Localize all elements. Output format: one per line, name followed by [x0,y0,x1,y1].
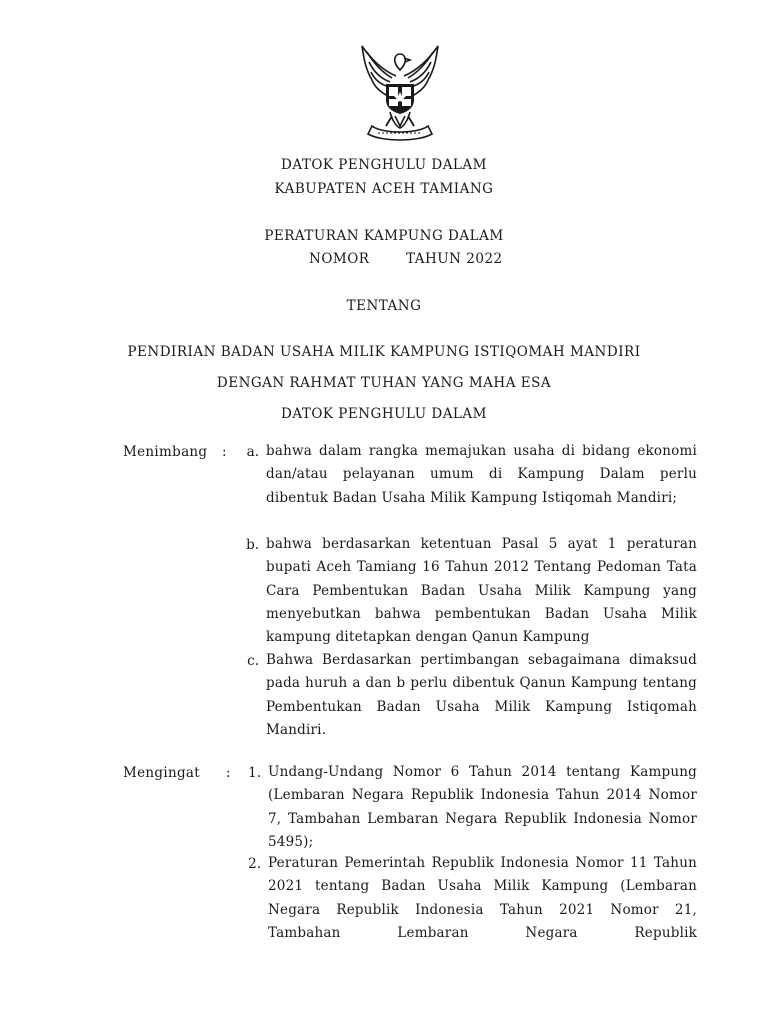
menimbang-mark-a: a. [246,444,259,460]
menimbang-mark-c: c. [247,653,259,669]
header-line-1: DATOK PENGHULU DALAM [281,157,487,173]
menimbang-mark-b: b. [246,537,259,553]
menimbang-item-c: Bahwa Berdasarkan pertimbangan sebagaimana dimaksud pada huruh a dan b perlu dibentuk Qanun Kampung tentang Pembentukan Badan Usaha Milik Kampung Istiqomah Mandiri. [266,652,697,738]
rahmat-line: DENGAN RAHMAT TUHAN YANG MAHA ESA [216,375,552,391]
mengingat-colon: : [226,765,231,781]
menimbang-item-a: bahwa dalam rangka memajukan usaha di bidang ekonomi dan/atau pelayanan umum di Kampung Dalam perlu dibentuk Badan Usaha Milik Kampung Istiqomah Mandiri; [266,443,697,506]
menimbang-colon: : [222,444,227,460]
mengingat-mark-1: 1. [248,765,261,781]
datok-line: DATOK PENGHULU DALAM [281,406,487,422]
nomor-label: NOMOR [309,251,370,267]
mengingat-item-2: Peraturan Pemerintah Republik Indonesia Nomor 11 Tahun 2021 tentang Badan Usaha Milik Kampung (Lembaran Negara Republik Indonesia Tahun 2021 Nomor 21, Tambahan Lembaran Negara Republik [268,855,697,941]
menimbang-label: Menimbang [123,444,208,460]
mengingat-item-1: Undang-Undang Nomor 6 Tahun 2014 tentang Kampung (Lembaran Negara Republik Indonesia Tahun 2014 Nomor 7, Tambahan Lembaran Negara Republik Indonesia Nomor 5495); [268,764,697,850]
tentang-heading: TENTANG [346,298,422,314]
tahun-label: TAHUN 2022 [406,251,503,267]
header-line-2: KABUPATEN ACEH TAMIANG [274,181,494,197]
document-title: PENDIRIAN BADAN USAHA MILIK KAMPUNG ISTIQOMAH MANDIRI [127,344,641,360]
mengingat-label: Mengingat [123,765,200,781]
header-line-3: PERATURAN KAMPUNG DALAM [264,228,504,244]
mengingat-mark-2: 2. [248,856,261,872]
garuda-emblem [352,40,448,142]
menimbang-item-b: bahwa berdasarkan ketentuan Pasal 5 ayat 1 peraturan bupati Aceh Tamiang 16 Tahun 2012 Tentang Pedoman Tata Cara Pembentukan Badan Usaha Milik Kampung yang menyebutkan bahwa pembentukan Badan Usaha Milik kampung ditetapkan dengan Qanun Kampung [266,536,697,646]
